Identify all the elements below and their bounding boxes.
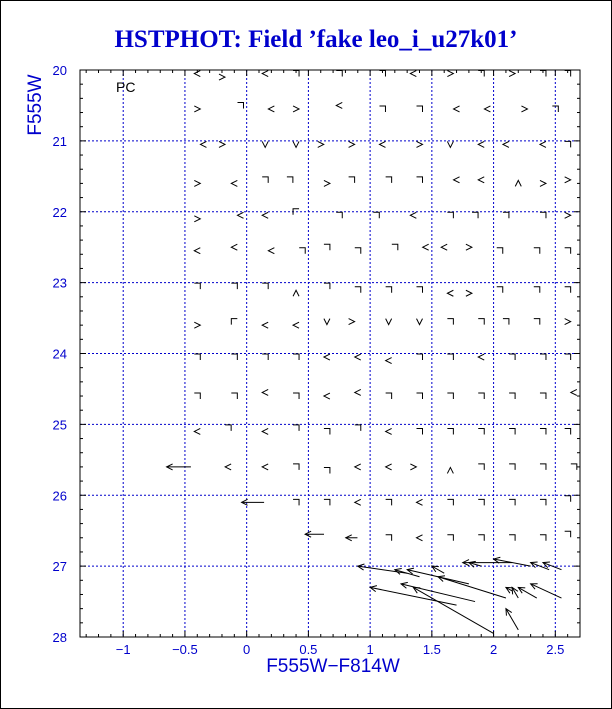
residual-marker bbox=[503, 319, 509, 325]
residual-marker bbox=[509, 464, 515, 470]
residual-marker bbox=[194, 106, 200, 112]
residual-marker bbox=[293, 106, 299, 112]
residual-marker bbox=[231, 393, 237, 399]
residual-vector bbox=[370, 587, 456, 605]
residual-marker bbox=[386, 287, 392, 293]
residual-marker bbox=[540, 428, 546, 434]
residual-marker bbox=[386, 464, 392, 470]
y-tick-label: 23 bbox=[52, 275, 67, 291]
residual-marker bbox=[540, 354, 546, 360]
residual-marker bbox=[565, 248, 571, 254]
residual-marker bbox=[478, 354, 484, 360]
residual-marker bbox=[262, 141, 268, 147]
residual-marker bbox=[509, 71, 515, 77]
residual-marker bbox=[355, 248, 361, 254]
residual-marker bbox=[293, 464, 299, 470]
residual-marker bbox=[478, 428, 484, 434]
residual-marker bbox=[571, 464, 577, 470]
y-tick-labels bbox=[53, 63, 67, 645]
residual-marker bbox=[454, 177, 460, 183]
residual-marker bbox=[509, 428, 515, 434]
residual-marker bbox=[484, 106, 490, 112]
residual-marker bbox=[447, 499, 453, 505]
residual-marker bbox=[324, 499, 330, 505]
residual-marker bbox=[447, 71, 453, 77]
y-tick-label: 20 bbox=[52, 63, 67, 78]
grid-lines bbox=[80, 70, 580, 637]
y-tick-label: 26 bbox=[52, 488, 67, 504]
residual-marker bbox=[324, 283, 330, 289]
residual-marker bbox=[478, 464, 484, 470]
residual-marker bbox=[392, 244, 398, 250]
residual-marker bbox=[386, 535, 392, 541]
y-tick-label: 22 bbox=[52, 204, 67, 220]
residual-vector bbox=[518, 587, 537, 598]
residual-marker bbox=[478, 319, 484, 325]
residual-marker bbox=[410, 212, 416, 218]
residual-marker bbox=[268, 106, 274, 112]
residual-marker bbox=[447, 467, 453, 473]
residual-marker bbox=[410, 464, 416, 470]
residual-marker bbox=[299, 248, 305, 254]
residual-marker bbox=[262, 177, 268, 183]
residual-marker bbox=[200, 141, 206, 147]
residual-marker bbox=[194, 393, 200, 399]
residual-marker bbox=[293, 393, 299, 399]
residual-marker bbox=[324, 180, 330, 186]
residual-marker bbox=[540, 535, 546, 541]
residual-marker bbox=[293, 354, 299, 360]
residual-vector bbox=[358, 566, 407, 573]
residual-vector bbox=[506, 609, 518, 630]
residual-marker bbox=[287, 177, 293, 183]
residual-marker bbox=[417, 106, 423, 112]
residual-marker bbox=[466, 290, 472, 296]
residual-marker bbox=[237, 102, 243, 108]
residual-marker bbox=[565, 496, 571, 502]
residual-marker bbox=[231, 354, 237, 360]
residual-marker bbox=[219, 141, 225, 147]
y-axis-label: F555W bbox=[25, 74, 46, 136]
residual-marker bbox=[349, 141, 355, 147]
residual-marker bbox=[565, 141, 571, 147]
residual-marker bbox=[478, 141, 484, 147]
residual-marker bbox=[293, 322, 299, 328]
residual-marker bbox=[324, 393, 330, 399]
residual-marker bbox=[534, 248, 540, 254]
residual-marker bbox=[509, 393, 515, 399]
residual-marker bbox=[515, 180, 521, 186]
x-tick-label: 1.5 bbox=[422, 642, 441, 657]
residual-marker bbox=[336, 102, 342, 108]
residual-marker bbox=[336, 71, 342, 77]
residual-marker bbox=[565, 531, 571, 537]
residual-marker bbox=[219, 74, 225, 80]
residual-marker bbox=[355, 499, 361, 505]
x-tick-label: 0.5 bbox=[299, 642, 318, 657]
residual-marker bbox=[540, 393, 546, 399]
residual-marker bbox=[497, 287, 503, 293]
residual-marker bbox=[262, 322, 268, 328]
residual-marker bbox=[386, 177, 392, 183]
x-tick-label: 1 bbox=[366, 642, 374, 657]
residual-marker bbox=[417, 319, 423, 325]
residual-marker bbox=[318, 141, 324, 147]
residual-marker bbox=[231, 244, 237, 250]
residual-vectors bbox=[358, 557, 562, 633]
residual-marker bbox=[293, 290, 299, 296]
residual-marker bbox=[534, 287, 540, 293]
residual-marker bbox=[355, 389, 361, 395]
residual-marker bbox=[540, 180, 546, 186]
residual-marker bbox=[571, 389, 577, 395]
residual-marker bbox=[355, 287, 361, 293]
residual-marker bbox=[194, 428, 200, 434]
residual-marker bbox=[231, 180, 237, 186]
residual-marker bbox=[540, 464, 546, 470]
x-tick-label: 2 bbox=[489, 642, 498, 657]
residual-marker bbox=[386, 358, 392, 364]
residual-marker bbox=[349, 177, 355, 183]
residual-marker bbox=[355, 425, 361, 431]
x-tick-label: 2.5 bbox=[546, 642, 565, 657]
residual-marker bbox=[454, 106, 460, 112]
residual-marker bbox=[225, 464, 231, 470]
residual-vector bbox=[531, 584, 562, 598]
residual-marker bbox=[194, 283, 200, 289]
residual-marker bbox=[262, 71, 268, 77]
residual-marker bbox=[521, 106, 527, 112]
residual-marker bbox=[509, 354, 515, 360]
residual-marker bbox=[293, 425, 299, 431]
residual-marker bbox=[417, 393, 423, 399]
residual-marker bbox=[262, 212, 268, 218]
residual-marker bbox=[565, 319, 571, 325]
residual-marker bbox=[509, 499, 515, 505]
residual-marker bbox=[478, 499, 484, 505]
residual-marker bbox=[565, 354, 571, 360]
residual-marker bbox=[194, 322, 200, 328]
residual-marker bbox=[355, 354, 361, 360]
residual-marker bbox=[540, 212, 546, 218]
residual-marker bbox=[355, 464, 361, 470]
x-tick-label: 0 bbox=[243, 642, 251, 657]
residual-marker bbox=[324, 354, 330, 360]
residual-vector bbox=[401, 584, 475, 602]
residual-marker bbox=[324, 319, 330, 325]
chart-title: HSTPHOT: Field ’fake leo_i_u27k01’ bbox=[114, 26, 518, 53]
residual-marker bbox=[268, 248, 274, 254]
residual-marker bbox=[478, 535, 484, 541]
residual-marker bbox=[565, 177, 571, 183]
residual-marker bbox=[447, 141, 453, 147]
residual-marker bbox=[466, 244, 472, 250]
residual-marker bbox=[231, 319, 237, 325]
residual-marker bbox=[417, 177, 423, 183]
residual-marker bbox=[194, 248, 200, 254]
residual-marker bbox=[417, 287, 423, 293]
residual-marker bbox=[194, 354, 200, 360]
residual-marker bbox=[262, 428, 268, 434]
residual-marker bbox=[441, 244, 447, 250]
residual-marker bbox=[293, 499, 299, 505]
residual-marker bbox=[379, 106, 385, 112]
residual-marker bbox=[417, 354, 423, 360]
residual-marker bbox=[447, 428, 453, 434]
y-tick-label: 27 bbox=[52, 559, 67, 575]
residual-marker bbox=[386, 428, 392, 434]
residual-marker bbox=[534, 319, 540, 325]
residual-marker bbox=[262, 283, 268, 289]
residual-vector bbox=[413, 587, 493, 633]
residual-marker bbox=[447, 212, 453, 218]
residual-marker bbox=[386, 393, 392, 399]
residual-marker bbox=[417, 428, 423, 434]
residual-marker bbox=[478, 393, 484, 399]
residual-marker bbox=[225, 425, 231, 431]
residual-marker bbox=[472, 212, 478, 218]
residual-marker bbox=[231, 283, 237, 289]
residual-marker bbox=[262, 464, 268, 470]
residual-marker bbox=[417, 499, 423, 505]
residual-marker bbox=[293, 141, 299, 147]
y-tick-label: 28 bbox=[52, 630, 67, 645]
y-tick-label: 25 bbox=[52, 417, 67, 433]
residual-marker bbox=[447, 393, 453, 399]
residual-marker bbox=[410, 71, 416, 77]
residual-marker bbox=[417, 141, 423, 147]
residual-marker bbox=[349, 319, 355, 325]
residual-marker bbox=[324, 428, 330, 434]
residual-marker bbox=[565, 212, 571, 218]
residual-marker bbox=[324, 467, 330, 473]
x-axis-label: F555W−F814W bbox=[266, 656, 400, 677]
residual-marker bbox=[447, 354, 453, 360]
residual-marker bbox=[565, 428, 571, 434]
x-tick-labels bbox=[116, 642, 565, 657]
residual-marker bbox=[324, 244, 330, 250]
residual-marker bbox=[447, 319, 453, 325]
residual-marker bbox=[478, 177, 484, 183]
residual-marker bbox=[565, 287, 571, 293]
residual-marker bbox=[194, 180, 200, 186]
residual-marker bbox=[497, 248, 503, 254]
residual-marker bbox=[262, 389, 268, 395]
y-tick-label: 21 bbox=[52, 133, 67, 149]
residual-marker bbox=[540, 499, 546, 505]
residual-marker bbox=[386, 319, 392, 325]
residual-marker bbox=[386, 499, 392, 505]
residual-marker bbox=[417, 535, 423, 541]
residual-marker bbox=[423, 244, 429, 250]
residual-marker bbox=[447, 535, 453, 541]
residual-marker bbox=[540, 141, 546, 147]
residual-marker bbox=[262, 354, 268, 360]
chip-label: PC bbox=[116, 79, 136, 95]
residual-marker bbox=[336, 212, 342, 218]
residual-marker bbox=[194, 216, 200, 222]
residual-marker bbox=[447, 290, 453, 296]
residual-marker bbox=[237, 212, 243, 218]
residual-marker bbox=[373, 212, 379, 218]
x-tick-label: −1 bbox=[115, 642, 131, 657]
x-tick-label: −0.5 bbox=[172, 642, 198, 657]
residual-marker bbox=[379, 141, 385, 147]
residual-marker bbox=[503, 212, 509, 218]
residual-marker bbox=[503, 141, 509, 147]
y-tick-label: 24 bbox=[52, 346, 67, 362]
residual-marker bbox=[509, 535, 515, 541]
